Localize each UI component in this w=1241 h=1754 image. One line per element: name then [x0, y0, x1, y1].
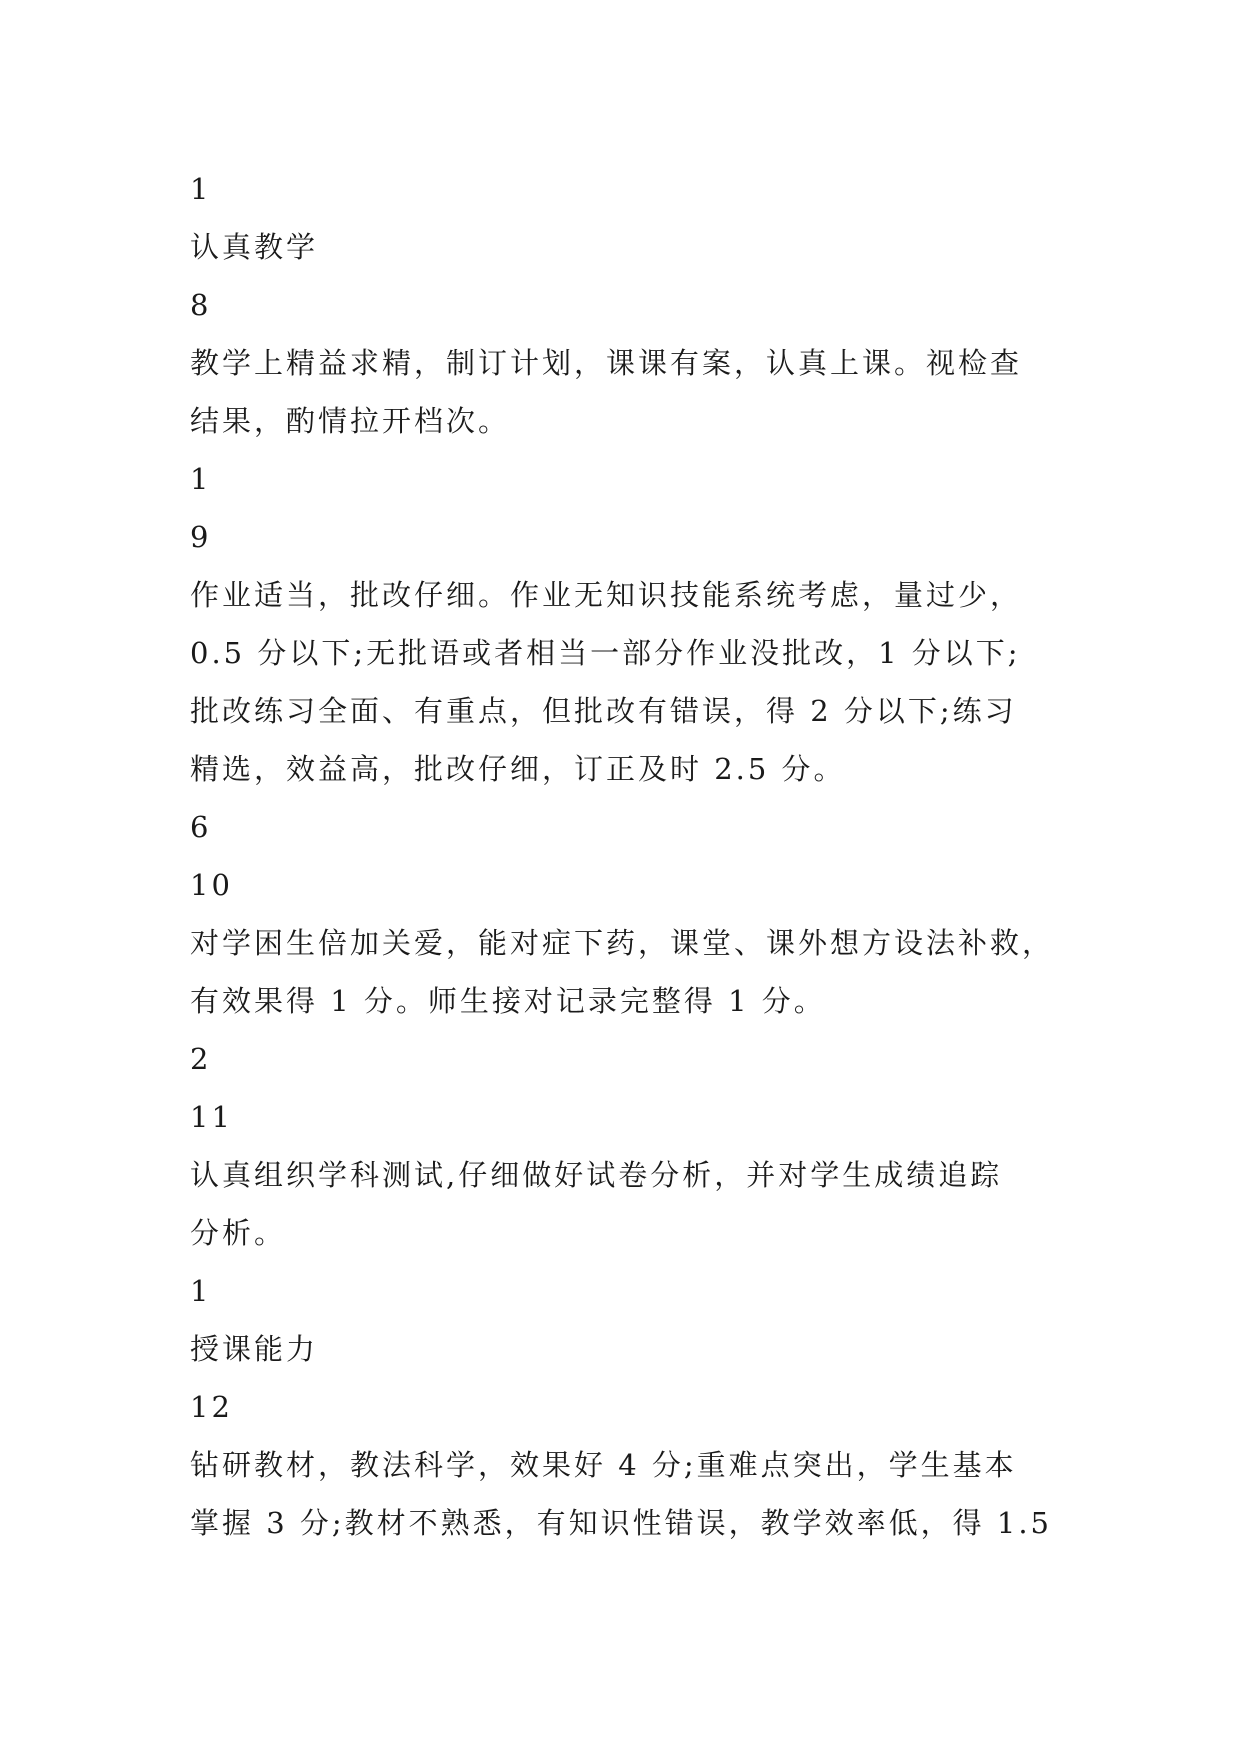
criteria-text: 精选，效益高，批改仔细，订正及时 2.5 分。 — [190, 752, 846, 786]
criteria-text: 对学困生倍加关爱，能对症下药，课堂、课外想方设法补救， — [190, 926, 1055, 960]
criteria-text: 有效果得 1 分。师生接对记录完整得 1 分。 — [190, 984, 826, 1018]
item-number: 12 — [190, 1390, 233, 1424]
category-heading: 认真教学 — [190, 230, 319, 264]
item-number: 10 — [190, 868, 233, 902]
criteria-text: 批改练习全面、有重点，但批改有错误，得 2 分以下;练习 — [190, 694, 1017, 728]
item-number: 1 — [190, 172, 212, 206]
criteria-text: 认真组织学科测试,仔细做好试卷分析，并对学生成绩追踪 — [190, 1158, 1003, 1192]
score-value: 1 — [190, 1274, 212, 1308]
criteria-text: 结果，酌情拉开档次。 — [190, 404, 511, 438]
criteria-text: 钻研教材，教法科学，效果好 4 分;重难点突出，学生基本 — [190, 1448, 1017, 1482]
item-number: 11 — [190, 1100, 233, 1134]
document-body — [190, 160, 1070, 1552]
score-value: 2 — [190, 1042, 212, 1076]
score-value: 6 — [190, 810, 212, 844]
category-heading: 授课能力 — [190, 1332, 319, 1366]
criteria-text: 作业适当，批改仔细。作业无知识技能系统考虑，量过少， — [190, 578, 1023, 612]
criteria-text: 0.5 分以下;无批语或者相当一部分作业没批改，1 分以下; — [190, 636, 1021, 670]
item-number: 9 — [190, 520, 212, 554]
criteria-text: 分析。 — [190, 1216, 287, 1250]
item-number: 8 — [190, 288, 212, 322]
score-value: 1 — [190, 462, 212, 496]
criteria-text: 教学上精益求精，制订计划，课课有案，认真上课。视检查 — [190, 346, 1023, 380]
criteria-text: 掌握 3 分;教材不熟悉，有知识性错误，教学效率低，得 1.5 — [190, 1506, 1052, 1540]
